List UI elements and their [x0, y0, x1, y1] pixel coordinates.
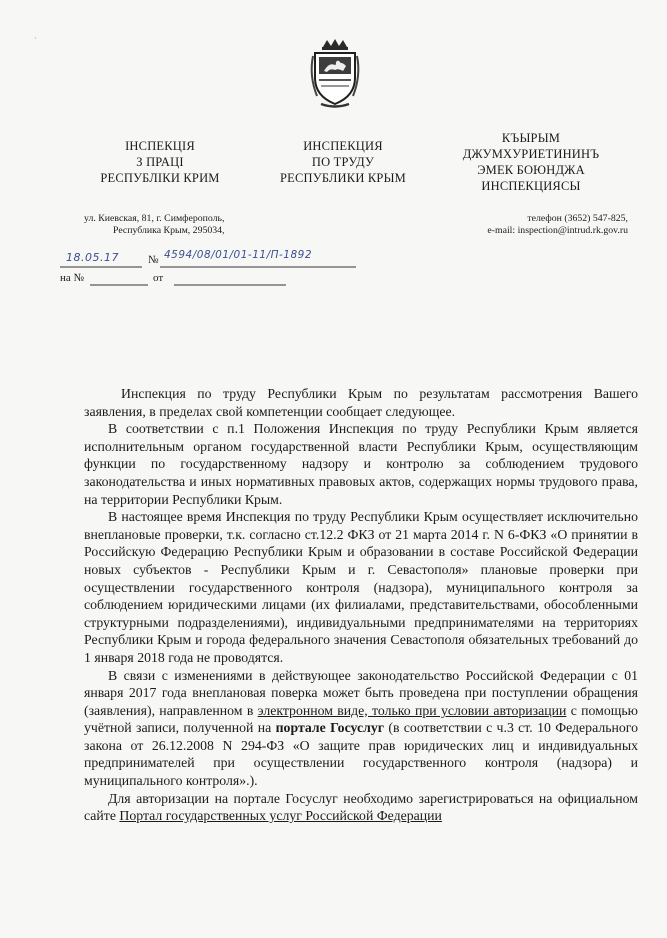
- paragraph-legislation-changes: [84, 667, 638, 790]
- header-crimean-tatar-line: ДЖУМХУРИЕТИНИНЪ: [462, 147, 600, 161]
- paragraph-text: (в соответствии с ч.3 ст. 10 Федерального закона от 26.12.2008 N 294-ФЗ «О защите прав юридических лиц и индивидуальных предпринимателей при осуществлении государственного контроля (надзора) и муниципального контроля».).: [84, 720, 638, 789]
- paragraph-regulation: В соответствии с п.1 Положения Инспекция по труду Республики Крым является исполнительным органом государственной власти Республики Крым, осуществляющим функции по государственному надзору и контролю за соблюдением трудового законодательства и иных нормативных правовых актов, содержащих нормы трудового права, на территории Республики Крым.: [84, 421, 638, 507]
- coat-of-arms-emblem: [307, 38, 363, 110]
- registration-underline: [60, 266, 360, 268]
- registration-number: 4594/08/01/01-11/П-1892: [164, 249, 313, 261]
- gosuslugi-portal-link[interactable]: Портал государственных услуг Российской Федерации: [119, 808, 442, 824]
- paragraph-intro: Инспекция по труду Республики Крым по результатам рассмотрения Вашего заявления, в пределах свой компетенции сообщает следующее.: [84, 386, 638, 419]
- gosuslugi-portal-phrase: портале Госуслуг: [275, 720, 385, 736]
- header-ukrainian-line: РЕСПУБЛІКИ КРИМ: [100, 171, 220, 185]
- header-russian-line: ПО ТРУДУ: [311, 155, 375, 169]
- header-crimean-tatar-line: ИНСПЕКЦИЯСЫ: [481, 179, 581, 193]
- header-crimean-tatar-line: ЭМЕК БОЮНДЖА: [477, 163, 585, 177]
- reply-number-label: на №: [60, 272, 85, 284]
- paragraph-text: с помощью учётной записи, полученной на: [84, 702, 638, 736]
- reply-date-label: от: [153, 272, 164, 284]
- registration-number-label: №: [148, 254, 159, 266]
- paragraph-authorization: [84, 790, 638, 825]
- header-ukrainian-line: З ПРАЦІ: [136, 155, 184, 169]
- letter-body: [84, 385, 638, 825]
- paragraph-inspections: В настоящее время Инспекция по труду Республики Крым осуществляет исключительно внеплановые проверки, т.к. согласно ст.12.2 ФКЗ от 21 марта 2014 г. N 6-ФКЗ «О принятии в Российскую Федерацию Республики Крым и образовании в составе Российской Федерации новых субъектов - Республики Крым и г. Севастополя» плановые проверки при осуществлении государственного контроля (надзора), муниципального контроля за соблюдением юридическими лицами (их филиалами, представительствами, обособленными структурными подразделениями), индивидуальными предпринимателями на территориях Республики Крым и города федерального значения Севастополя обязательных требований до 1 января 2018 года не проводятся.: [84, 509, 638, 665]
- paragraph-text: В связи с изменениями в действующее законодательство Российской Федерации с 01 января 2017 года внеплановая поверка может быть проведена при поступлении обращения (заявления), направленном в: [84, 667, 638, 718]
- address-line: Республика Крым, 295034,: [113, 225, 225, 236]
- header-crimean-tatar-line: КЪЫРЫМ: [501, 131, 561, 145]
- header-russian-line: ИНСПЕКЦИЯ: [303, 139, 383, 153]
- header-crimean-tatar: [446, 130, 616, 194]
- contact-info: [448, 213, 628, 237]
- header-ukrainian-line: ІНСПЕКЦІЯ: [125, 139, 195, 153]
- paragraph-text: Для авторизации на портале Госуслуг необходимо зарегистрироваться на официальном сайте: [84, 790, 638, 824]
- address-line: ул. Киевская, 81, г. Симферополь,: [84, 213, 225, 224]
- email-address: e-mail: inspection@intrud.rk.gov.ru: [487, 225, 628, 236]
- header-russian: [268, 138, 418, 186]
- electronic-form-phrase: электронном виде, только при условии авторизации: [257, 702, 567, 718]
- header-ukrainian: [85, 138, 235, 186]
- header-russian-line: РЕСПУБЛИКИ КРЫМ: [280, 171, 406, 185]
- scan-speck: ·: [34, 34, 37, 43]
- postal-address: [84, 213, 225, 237]
- reply-underline: [90, 284, 290, 286]
- phone-number: телефон (3652) 547-825,: [527, 213, 628, 224]
- registration-date: 18.05.17: [66, 251, 119, 264]
